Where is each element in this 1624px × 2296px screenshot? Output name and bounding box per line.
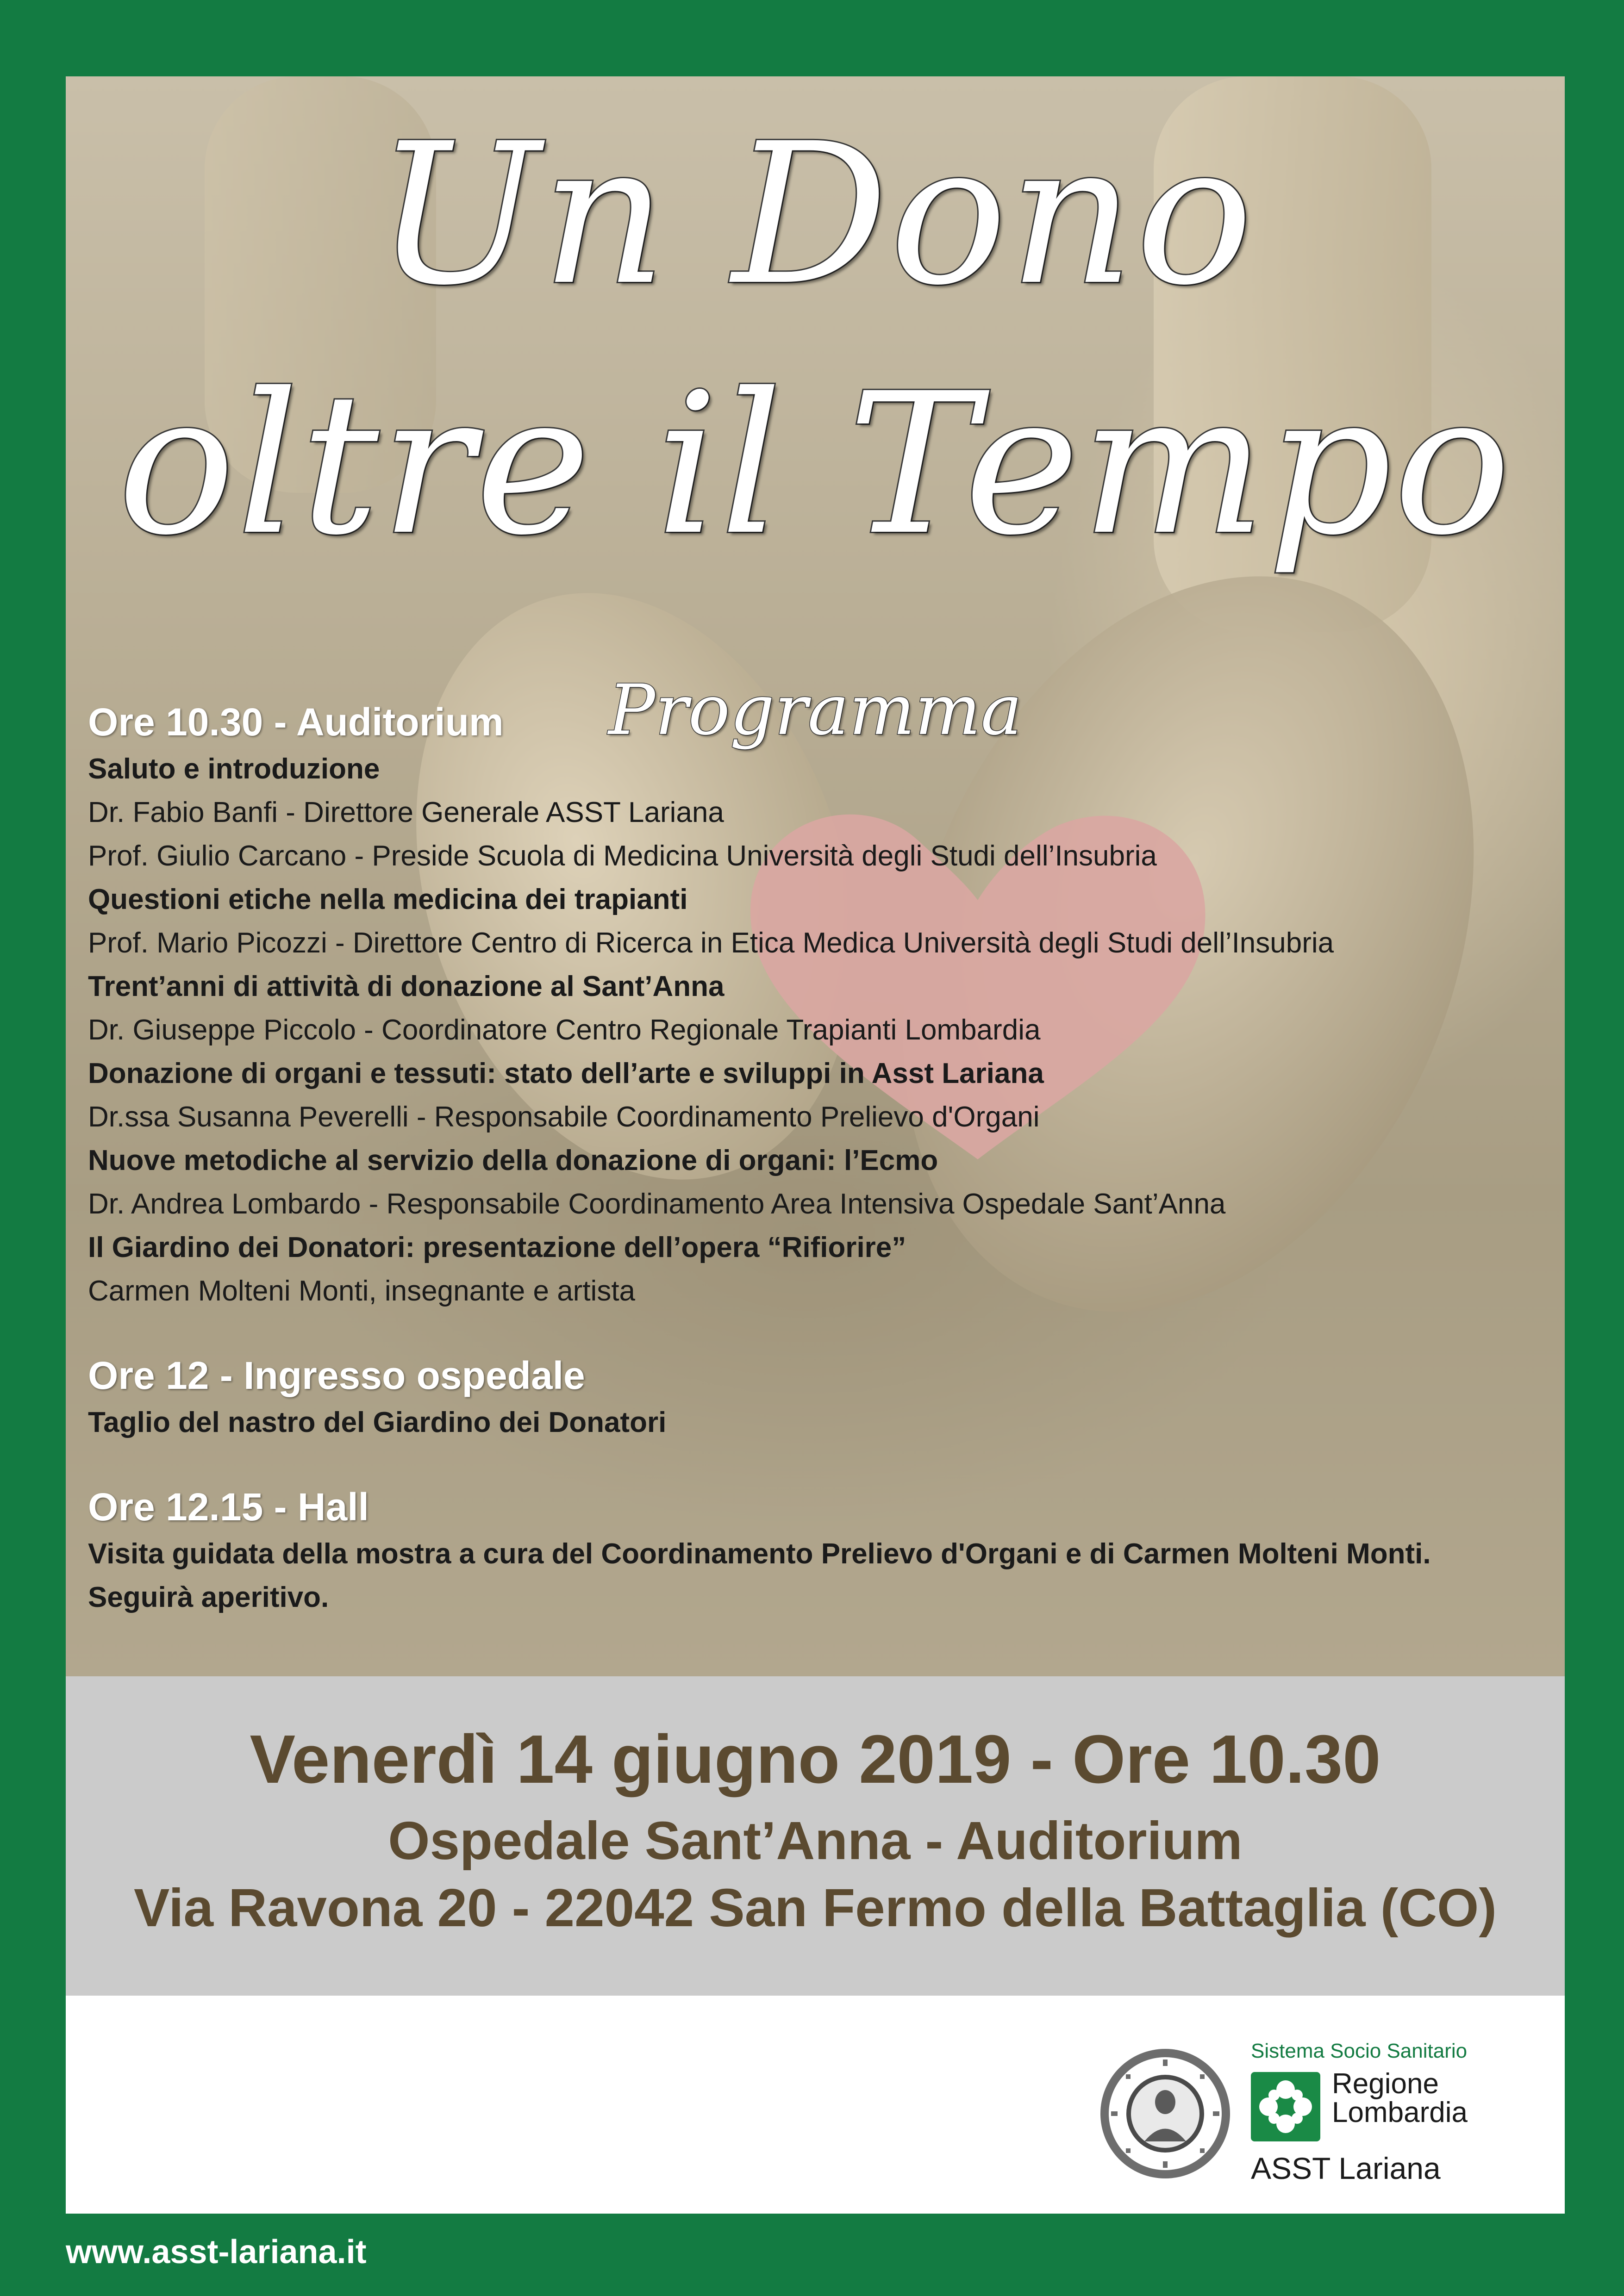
program-topic: Saluto e introduzione (88, 753, 380, 785)
program-speaker: Dr.ssa Susanna Peverelli - Responsabile Coordinamento Prelievo d'Organi (88, 1101, 1040, 1133)
program-speaker: Prof. Giulio Carcano - Preside Scuola di Medicina Università degli Studi dell’Insubria (88, 840, 1157, 872)
session-header-2: Ore 12 - Ingresso ospedale (88, 1354, 585, 1397)
event-venue: Ospedale Sant’Anna - Auditorium (388, 1811, 1243, 1871)
event-date-time: Venerdì 14 giugno 2019 - Ore 10.30 (250, 1721, 1381, 1798)
session-header-1: Ore 10.30 - Auditorium (88, 700, 504, 744)
program-topic: Questioni etiche nella medicina dei trapianti (88, 884, 688, 915)
spacer (88, 1444, 1546, 1481)
program-speaker: Dr. Andrea Lombardo - Responsabile Coordinamento Area Intensiva Ospedale Sant’Anna (88, 1188, 1226, 1220)
ospedale-maggiore-como-seal-icon (1098, 2047, 1232, 2181)
program-topic: Donazione di organi e tessuti: stato dell’arte e sviluppi in Asst Lariana (88, 1058, 1044, 1089)
regione-line-1: Regione (1332, 2068, 1439, 2100)
program-topic: Nuove metodiche al servizio della donazione di organi: l’Ecmo (88, 1145, 938, 1176)
program-topic: Trent’anni di attività di donazione al Sant’Anna (88, 971, 725, 1002)
program-topic: Il Giardino dei Donatori: presentazione dell’opera “Rifiorire” (88, 1232, 906, 1263)
event-address: Via Ravona 20 - 22042 San Fermo della Battaglia (CO) (133, 1878, 1497, 1938)
program-speaker: Dr. Giuseppe Piccolo - Coordinatore Centro Regionale Trapianti Lombardia (88, 1014, 1041, 1046)
program-topic: Seguirà aperitivo. (88, 1581, 329, 1613)
regione-line-2: Lombardia (1332, 2097, 1468, 2128)
regione-lombardia-rose-icon (1251, 2072, 1320, 2141)
asst-lariana-label: ASST Lariana (1251, 2151, 1441, 2185)
program-speaker: Prof. Mario Picozzi - Direttore Centro di Ricerca in Etica Medica Università degli Studi dell’Insubria (88, 927, 1334, 959)
program-speaker: Carmen Molteni Monti, insegnante e artista (88, 1275, 636, 1307)
program-list (88, 697, 1546, 1619)
logos-area (66, 1996, 1565, 2214)
program-topic: Visita guidata della mostra a cura del Coordinamento Prelievo d'Organi e di Carmen Molteni Monti. (88, 1538, 1431, 1570)
background-photo (66, 76, 1565, 1676)
regione-lombardia-label (1332, 2070, 1468, 2127)
programma-subtitle: Programma (608, 670, 1022, 751)
program-speaker: Dr. Fabio Banfi - Direttore Generale ASST Lariana (88, 796, 724, 828)
sistema-socio-sanitario-label: Sistema Socio Sanitario (1251, 2040, 1468, 2062)
title-line-1: Un Dono (375, 102, 1255, 328)
title-line-2: oltre il Tempo (118, 352, 1513, 578)
program-topic: Taglio del nastro del Giardino dei Donatori (88, 1406, 667, 1438)
poster (66, 76, 1565, 2214)
website-link[interactable]: www.asst-lariana.it (66, 2234, 367, 2271)
spacer (88, 1313, 1546, 1350)
event-info-band (66, 1676, 1565, 1996)
session-header-3: Ore 12.15 - Hall (88, 1485, 369, 1529)
